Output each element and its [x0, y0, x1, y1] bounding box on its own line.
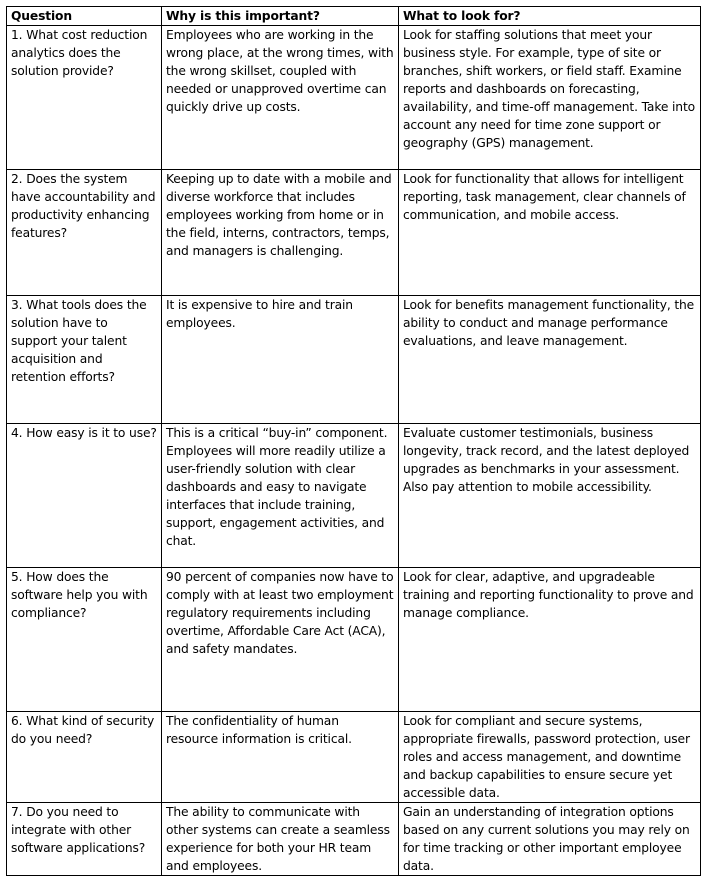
- table-row: [7, 296, 701, 424]
- question-cell: 3. What tools does the solution have to support your talent acquisition and retention efforts?: [7, 296, 162, 424]
- question-cell: 4. How easy is it to use?: [7, 424, 162, 568]
- look-for-cell: Gain an understanding of integration options based on any current solutions you may rely on for time tracking or other important employee data.: [399, 803, 701, 876]
- header-look-for: What to look for?: [399, 7, 701, 26]
- header-why: Why is this important?: [162, 7, 399, 26]
- table-row: [7, 170, 701, 296]
- question-cell: 7. Do you need to integrate with other software applications?: [7, 803, 162, 876]
- why-cell: This is a critical “buy-in” component. Employees will more readily utilize a user-friendly solution with clear dashboards and easy to navigate interfaces that include training, support, engagement activities, and chat.: [162, 424, 399, 568]
- look-for-cell: Evaluate customer testimonials, business longevity, track record, and the latest deployed upgrades as benchmarks in your assessment. Also pay attention to mobile accessibility.: [399, 424, 701, 568]
- table-row: [7, 424, 701, 568]
- why-cell: Keeping up to date with a mobile and diverse workforce that includes employees working from home or in the field, interns, contractors, temps, and managers is challenging.: [162, 170, 399, 296]
- why-cell: It is expensive to hire and train employees.: [162, 296, 399, 424]
- table-row: [7, 568, 701, 712]
- evaluation-table: [6, 6, 701, 876]
- look-for-cell: Look for benefits management functionality, the ability to conduct and manage performance evaluations, and leave management.: [399, 296, 701, 424]
- table-row: [7, 712, 701, 803]
- question-cell: 6. What kind of security do you need?: [7, 712, 162, 803]
- why-cell: Employees who are working in the wrong place, at the wrong times, with the wrong skillset, coupled with needed or unapproved overtime can quickly drive up costs.: [162, 26, 399, 170]
- header-row: [7, 7, 701, 26]
- why-cell: 90 percent of companies now have to comply with at least two employment regulatory requirements including overtime, Affordable Care Act (ACA), and safety mandates.: [162, 568, 399, 712]
- table-row: [7, 26, 701, 170]
- question-cell: 2. Does the system have accountability and productivity enhancing features?: [7, 170, 162, 296]
- header-question: Question: [7, 7, 162, 26]
- question-cell: 5. How does the software help you with compliance?: [7, 568, 162, 712]
- look-for-cell: Look for compliant and secure systems, appropriate firewalls, password protection, user roles and access management, and downtime and backup capabilities to ensure secure yet accessible data.: [399, 712, 701, 803]
- why-cell: The confidentiality of human resource information is critical.: [162, 712, 399, 803]
- look-for-cell: Look for staffing solutions that meet your business style. For example, type of site or branches, shift workers, or field staff. Examine reports and dashboards on forecasting, availability, and time-off management. Take into account any need for time zone support or geography (GPS) management.: [399, 26, 701, 170]
- look-for-cell: Look for functionality that allows for intelligent reporting, task management, clear channels of communication, and mobile access.: [399, 170, 701, 296]
- look-for-cell: Look for clear, adaptive, and upgradeable training and reporting functionality to prove and manage compliance.: [399, 568, 701, 712]
- table-row: [7, 803, 701, 876]
- question-cell: 1. What cost reduction analytics does the solution provide?: [7, 26, 162, 170]
- why-cell: The ability to communicate with other systems can create a seamless experience for both your HR team and employees.: [162, 803, 399, 876]
